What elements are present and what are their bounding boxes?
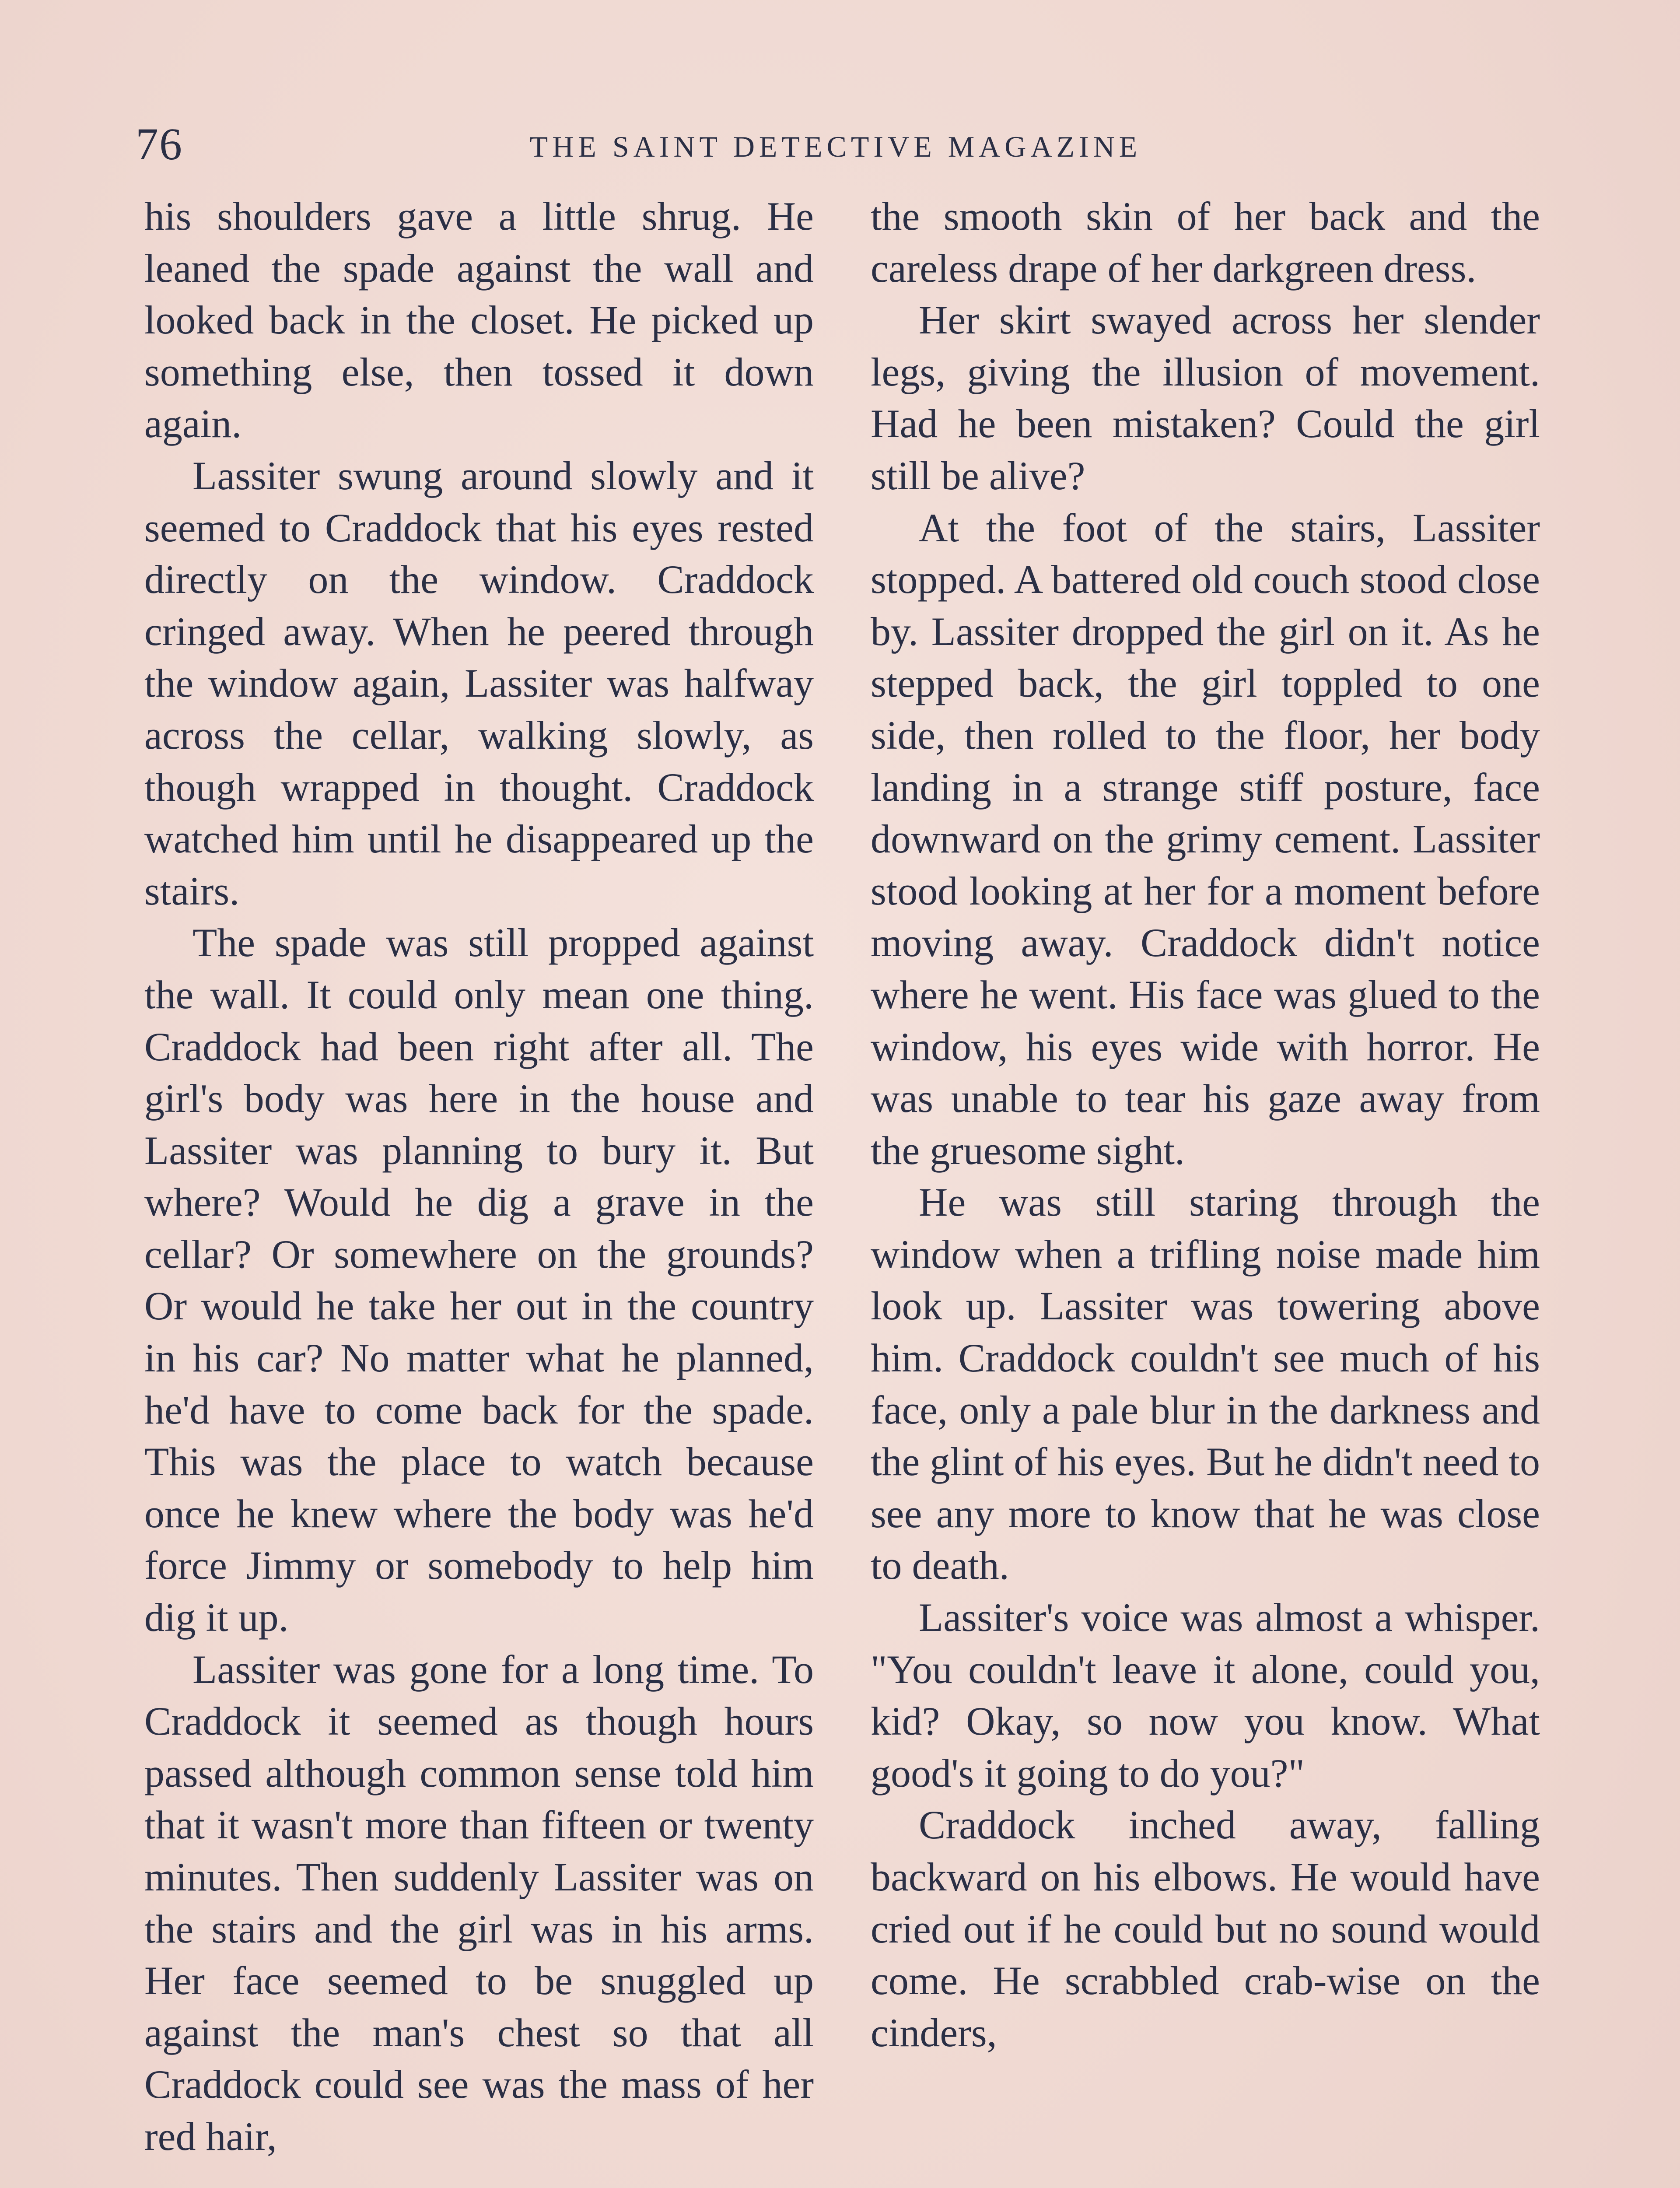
- paragraph: At the foot of the stairs, Lassiter stopped. A battered old couch stood close by. Lassiter dropped the girl on it. As he stepped back, the girl toppled to one side, then rolled to the floor, her body landing in a strange stiff posture, face downward on the grimy cement. Lassiter stood looking at her for a moment before moving away. Craddock didn't notice where he went. His face was glued to the window, his eyes wide with horror. He was unable to tear his gaze away from the gruesome sight.: [871, 505, 1540, 1173]
- paragraph: Lassiter swung around slowly and it seemed to Craddock that his eyes rested directly on the window. Craddock cringed away. When he peered through the window again, Lassiter was halfway across the cellar, walking slowly, as though wrapped in thought. Craddock watched him until he disappeared up the stairs.: [144, 453, 814, 913]
- paragraph: He was still staring through the window when a trifling noise made him look up. Lassiter was towering above him. Craddock couldn't see much of his face, only a pale blur in the darkness and the glint of his eyes. But he didn't need to see any more to know that he was close to death.: [871, 1180, 1540, 1588]
- running-title: THE SAINT DETECTIVE MAGAZINE: [529, 130, 1142, 163]
- paragraph: the smooth skin of her back and the careless drape of her darkgreen dress.: [871, 194, 1540, 291]
- paragraph: Craddock inched away, falling backward on his elbows. He would have cried out if he could but no sound would come. He scrabbled crab-wise on the cinders,: [871, 1802, 1540, 2055]
- paragraph: Lassiter was gone for a long time. To Craddock it seemed as though hours passed although common sense told him that it wasn't more than fifteen or twenty minutes. Then suddenly Lassiter was on the stairs and the girl was in his arms. Her face seemed to be snuggled up against the man's chest so that all Craddock could see was the mass of her red hair,: [144, 1647, 814, 2159]
- text-column-left: [144, 190, 814, 2188]
- page-header: [136, 118, 1536, 171]
- paragraph: The spade was still propped against the wall. It could only mean one thing. Craddock had been right after all. The girl's body was here in the house and Lassiter was planning to bury it. But where? Would he dig a grave in the cellar? Or somewhere on the grounds? Or would he take her out in the country in his car? No matter what he planned, he'd have to come back for the spade. This was the place to watch because once he knew where the body was he'd force Jimmy or somebody to help him dig it up.: [144, 920, 814, 1640]
- page-number: 76: [136, 119, 183, 169]
- paragraph: Lassiter's voice was almost a whisper. "You couldn't leave it alone, could you, kid? Okay, so now you know. What good's it going to do you?": [871, 1595, 1540, 1795]
- paragraph: his shoulders gave a little shrug. He leaned the spade against the wall and looked back in the closet. He picked up something else, then tossed it down again.: [144, 194, 814, 446]
- paragraph: Her skirt swayed across her slender legs, giving the illusion of movement. Had he been mistaken? Could the girl still be alive?: [871, 298, 1540, 498]
- text-column-right: [871, 190, 1540, 2188]
